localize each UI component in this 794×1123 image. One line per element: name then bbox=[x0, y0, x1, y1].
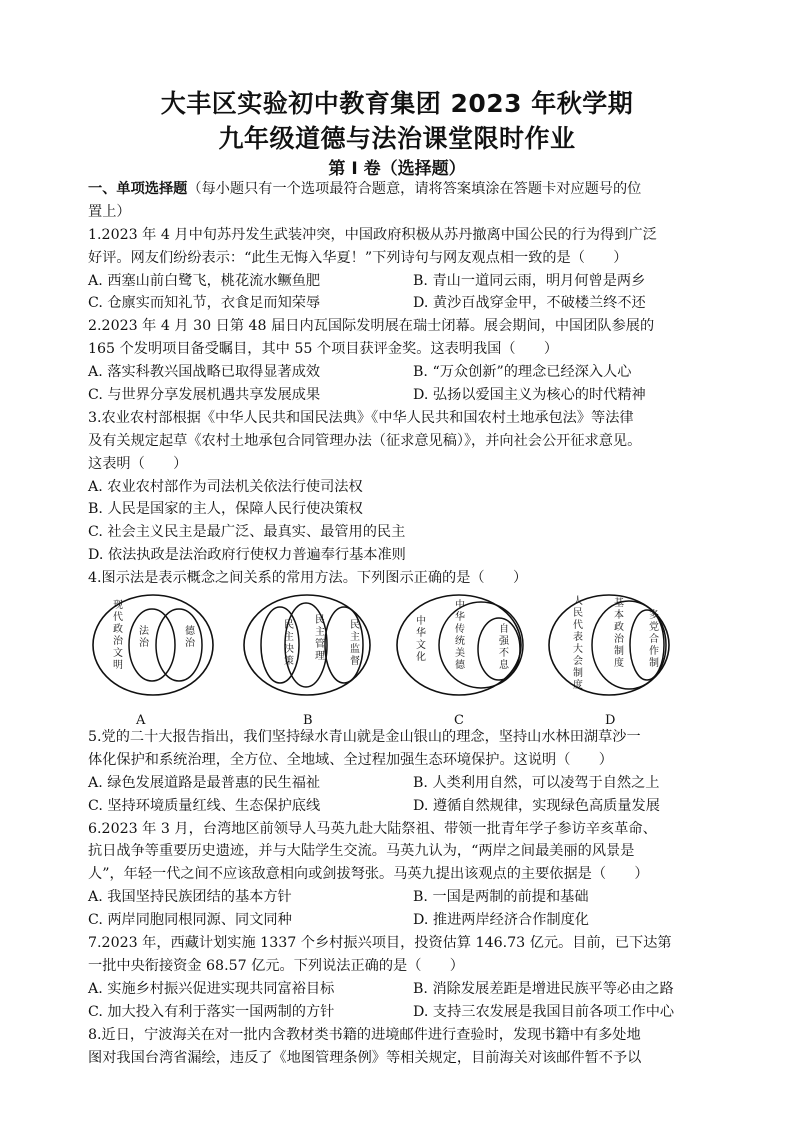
section-heading: 一、单项选择题 bbox=[88, 181, 188, 197]
question-1-stem: 好评。网友们纷纷表示：“此生无悔入华夏！”下列诗句与网友观点相一致的是（ ） bbox=[88, 249, 628, 266]
section-instruction bbox=[88, 178, 714, 201]
diagram-c-inner-label: 自强不息 bbox=[499, 624, 509, 672]
diagram-a bbox=[93, 595, 213, 726]
question-6-stem: 抗日战争等重要历史遗迹，并与大陆学生交流。马英九认为，“两岸之间最美丽的风景是 bbox=[88, 843, 635, 860]
diagram-b bbox=[244, 595, 370, 726]
question-2-stem: 165 个发明项目备受瞩目，其中 55 个项目获评金奖。这表明我国（ ） bbox=[88, 341, 559, 358]
option-b: B. 青山一道同云雨，明月何曾是两乡 bbox=[413, 272, 646, 289]
section-instruction-text: （每小题只有一个选项最符合题意，请将答案填涂在答题卡对应题号的位 bbox=[187, 181, 642, 197]
question-6-stem: 6.2023 年 3 月，台湾地区前领导人马英九赴大陆祭祖、带领一批青年学子参访辛亥革命、 bbox=[88, 820, 657, 837]
option-a: A. 实施乡村振兴促进实现共同富裕目标 bbox=[88, 980, 335, 997]
diagram-d-outer-label: 人民代表大会制度 bbox=[573, 596, 583, 692]
option-b: B. 人民是国家的主人，保障人民行使决策权 bbox=[88, 501, 363, 518]
option-a: A. 落实科教兴国战略已取得显著成效 bbox=[88, 364, 321, 381]
option-a: A. 我国坚持民族团结的基本方针 bbox=[88, 889, 292, 906]
question-3-stem: 及有关规定起草《农村土地承包合同管理办法（征求意见稿）》，并向社会公开征求意见。 bbox=[88, 432, 642, 449]
option-d: D. 支持三农发展是我国目前各项工作中心 bbox=[413, 1003, 675, 1020]
question-1-stem: 1.2023 年 4 月中旬苏丹发生武装冲突，中国政府积极从苏丹撤离中国公民的行为得到广泛 bbox=[88, 226, 657, 243]
option-c: C. 坚持环境质量红线、生态保护底线 bbox=[88, 797, 321, 814]
diagram-d-inner-label: 多党合作制 bbox=[649, 610, 659, 670]
option-b: B. 一国是两制的前提和基础 bbox=[413, 889, 589, 906]
question-6-options bbox=[88, 909, 714, 932]
option-a: A. 西塞山前白鹭飞，桃花流水鳜鱼肥 bbox=[88, 272, 321, 289]
diagram-b-label-3: 民主监督 bbox=[350, 620, 360, 668]
option-b: B. 消除发展差距是增进民族平等必由之路 bbox=[413, 980, 674, 997]
question-4-stem: 4.图示法是表示概念之间关系的常用方法。下列图示正确的是（ ） bbox=[88, 570, 528, 587]
question-6-stem: 人”，年轻一代之间不应该敌意相向或剑拔弩张。马英九提出该观点的主要依据是（ ） bbox=[88, 866, 649, 883]
diagram-a-left-label: 法治 bbox=[139, 626, 149, 650]
question-2-options bbox=[88, 384, 714, 407]
diagram-a-outer-label: 现代政治文明 bbox=[113, 600, 123, 672]
diagram-b-label-1: 民主决策 bbox=[284, 620, 294, 668]
section-instruction-cont: 置上） bbox=[88, 203, 131, 220]
option-d: D. 推进两岸经济合作制度化 bbox=[413, 912, 589, 929]
venn-diagrams bbox=[88, 590, 714, 726]
option-a: A. 农业农村部作为司法机关依法行使司法权 bbox=[88, 478, 363, 495]
question-7-stem: 7.2023 年，西藏计划实施 1337 个乡村振兴项目，投资估算 146.73 亿元。目前，已下达第 bbox=[88, 935, 672, 952]
diagram-c bbox=[397, 595, 523, 726]
volume-heading: 第 I 卷（选择题） bbox=[328, 159, 466, 179]
diagram-a-right-ellipse bbox=[156, 609, 202, 681]
question-7-options bbox=[88, 1001, 714, 1024]
diagram-a-outer-ellipse bbox=[93, 595, 213, 695]
exam-body bbox=[88, 178, 714, 1069]
diagram-b-letter: B bbox=[303, 713, 313, 727]
option-c: C. 与世界分享发展机遇共享发展成果 bbox=[88, 387, 321, 404]
option-d: D. 弘扬以爱国主义为核心的时代精神 bbox=[413, 387, 646, 404]
option-c: C. 加大投入有利于落实一国两制的方针 bbox=[88, 1003, 335, 1020]
question-2-options bbox=[88, 361, 714, 384]
question-3-stem: 3.农业农村部根据《中华人民共和国民法典》《中华人民共和国农村土地承包法》等法律 bbox=[88, 409, 634, 426]
diagram-a-left-ellipse bbox=[129, 609, 175, 681]
option-c: C. 仓廪实而知礼节，衣食足而知荣辱 bbox=[88, 295, 321, 312]
option-d: D. 黄沙百战穿金甲，不破楼兰终不还 bbox=[413, 295, 646, 312]
diagram-c-middle-label: 中华传统美德 bbox=[455, 600, 465, 672]
diagram-a-right-label: 德治 bbox=[185, 626, 195, 650]
question-1-options bbox=[88, 292, 714, 315]
option-c: C. 社会主义民主是最广泛、最真实、最管用的民主 bbox=[88, 524, 406, 541]
diagram-c-outer-label: 中华文化 bbox=[416, 616, 426, 664]
diagram-d-letter: D bbox=[605, 713, 616, 727]
question-7-stem: 一批中央衔接资金 68.57 亿元。下列说法正确的是（ ） bbox=[88, 957, 464, 974]
diagram-b-label-2: 民主管理 bbox=[315, 615, 325, 663]
option-b: B. 人类利用自然，可以凌驾于自然之上 bbox=[413, 774, 660, 791]
diagram-a-letter: A bbox=[136, 713, 146, 727]
exam-title-line2: 九年级道德与法治课堂限时作业 bbox=[218, 124, 576, 153]
question-2-stem: 2.2023 年 4 月 30 日第 48 届日内瓦国际发明展在瑞士闭幕。展会期间，中国团队参展的 bbox=[88, 318, 655, 335]
option-d: D. 遵循自然规律，实现绿色高质量发展 bbox=[413, 797, 660, 814]
diagram-d-middle-label: 基本政治制度 bbox=[614, 598, 624, 670]
question-8-stem: 图对我国台湾省漏绘，违反了《地图管理条例》等相关规定，目前海关对该邮件暂不予以 bbox=[88, 1049, 642, 1066]
question-5-options bbox=[88, 795, 714, 818]
question-8-stem: 8.近日，宁波海关在对一批内含教材类书籍的进境邮件进行查验时，发现书籍中有多处地 bbox=[88, 1026, 641, 1043]
option-b: B. “万众创新”的理念已经深入人心 bbox=[413, 364, 632, 381]
question-5-options bbox=[88, 772, 714, 795]
question-6-options bbox=[88, 886, 714, 909]
exam-title-line1: 大丰区实验初中教育集团 2023 年秋学期 bbox=[160, 89, 634, 118]
diagram-d bbox=[549, 594, 669, 726]
question-5-stem: 体化保护和系统治理，全方位、全地域、全过程加强生态环境保护。这说明（ ） bbox=[88, 751, 613, 768]
question-7-options bbox=[88, 978, 714, 1001]
diagram-c-letter: C bbox=[454, 713, 464, 727]
option-a: A. 绿色发展道路是最普惠的民生福祉 bbox=[88, 774, 321, 791]
option-d: D. 依法执政是法治政府行使权力普遍奉行基本准则 bbox=[88, 547, 406, 564]
question-4-diagrams bbox=[88, 590, 714, 726]
question-3-stem: 这表明（ ） bbox=[88, 455, 188, 472]
question-1-options bbox=[88, 270, 714, 293]
option-c: C. 两岸同胞同根同源、同文同种 bbox=[88, 912, 292, 929]
question-5-stem: 5.党的二十大报告指出，我们坚持绿水青山就是金山银山的理念，坚持山水林田湖草沙一 bbox=[88, 729, 641, 746]
